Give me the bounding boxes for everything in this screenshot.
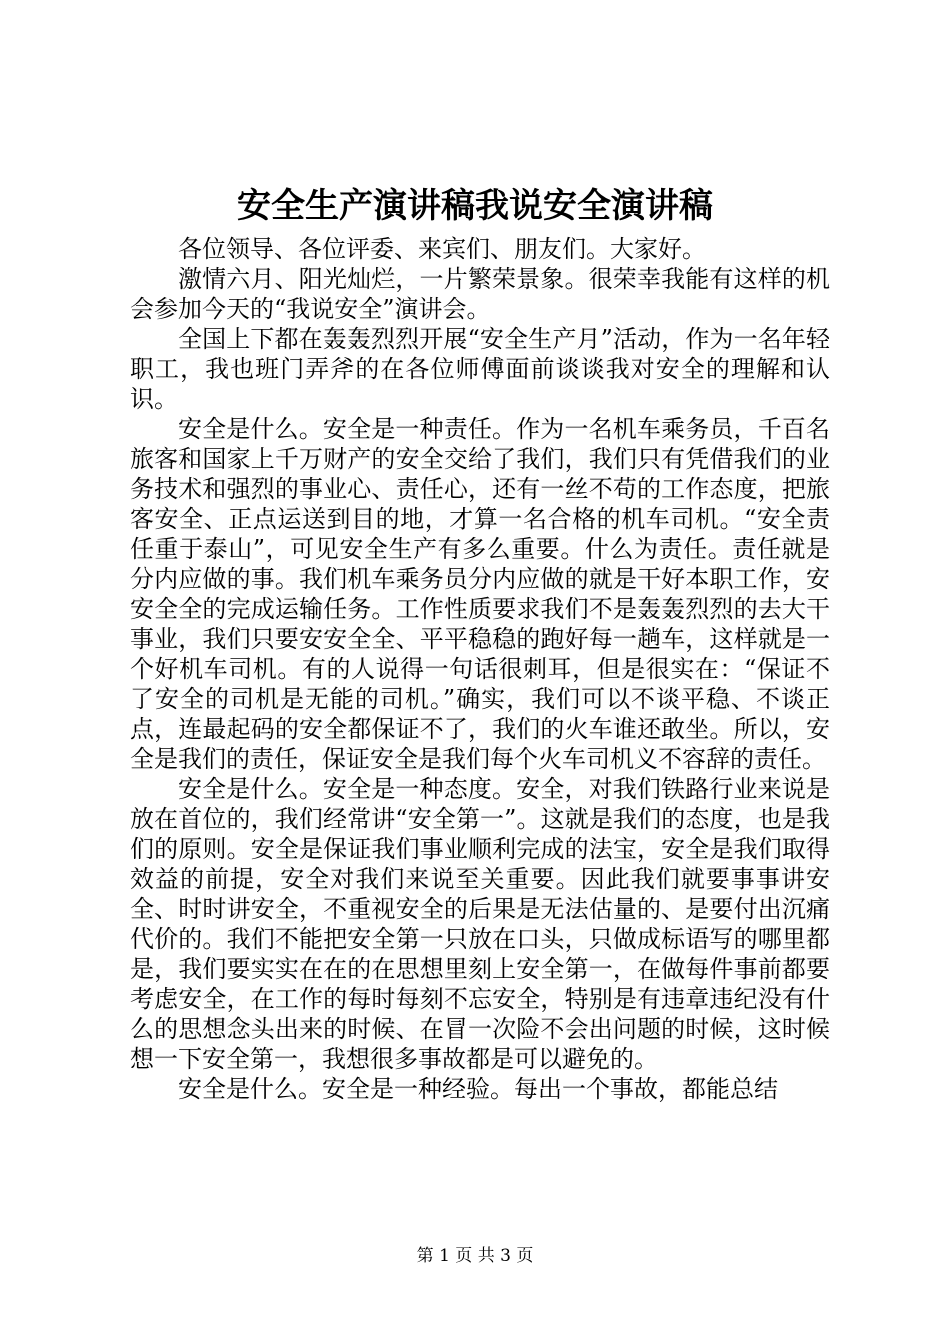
paragraph-context: 全国上下都在轰轰烈烈开展“安全生产月”活动，作为一名年轻职工，我也班门弄斧的在各位师傅面前谈谈我对安全的理解和认识。 [130, 325, 830, 413]
paragraph-responsibility: 安全是什么。安全是一种责任。作为一名机车乘务员，千百名旅客和国家上千万财产的安全交给了我们，我们只有凭借我们的业务技术和强烈的事业心、责任心，还有一丝不苟的工作态度，把旅客安全、正点运送到目的地，才算一名合格的机车司机。“安全责任重于泰山”，可见安全生产有多么重要。什么为责任。责任就是分内应做的事。我们机车乘务员分内应做的就是干好本职工作，安安全全的完成运输任务。工作性质要求我们不是轰轰烈烈的去大干事业，我们只要安安全全、平平稳稳的跑好每一趟车，这样就是一个好机车司机。有的人说得一句话很刺耳，但是很实在：“保证不了安全的司机是无能的司机。”确实，我们可以不谈平稳、不谈正点，连最起码的安全都保证不了，我们的火车谁还敢坐。所以，安全是我们的责任，保证安全是我们每个火车司机义不容辞的责任。 [130, 415, 830, 773]
paragraph-attitude: 安全是什么。安全是一种态度。安全，对我们铁路行业来说是放在首位的，我们经常讲“安全第一”。这就是我们的态度，也是我们的原则。安全是保证我们事业顺利完成的法宝，安全是我们取得效益的前提，安全对我们来说至关重要。因此我们就要事事讲安全、时时讲安全，不重视安全的后果是无法估量的、是要付出沉痛代价的。我们不能把安全第一只放在口头，只做成标语写的哪里都是，我们要实实在在的在思想里刻上安全第一，在做每件事前都要考虑安全，在工作的每时每刻不忘安全，特别是有违章违纪没有什么的思想念头出来的时候、在冒一次险不会出问题的时候，这时候想一下安全第一，我想很多事故都是可以避免的。 [130, 775, 830, 1073]
document-title: 安全生产演讲稿我说安全演讲稿 [237, 186, 713, 226]
document-body [130, 234, 830, 1104]
paragraph-experience: 安全是什么。安全是一种经验。每出一个事故，都能总结 [178, 1075, 778, 1103]
page-number-footer: 第 1 页 共 3 页 [416, 1246, 534, 1266]
paragraph-greeting: 各位领导、各位评委、来宾们、朋友们。大家好。 [178, 235, 706, 263]
paragraph-intro: 激情六月、阳光灿烂，一片繁荣景象。很荣幸我能有这样的机会参加今天的“我说安全”演讲会。 [130, 265, 830, 323]
